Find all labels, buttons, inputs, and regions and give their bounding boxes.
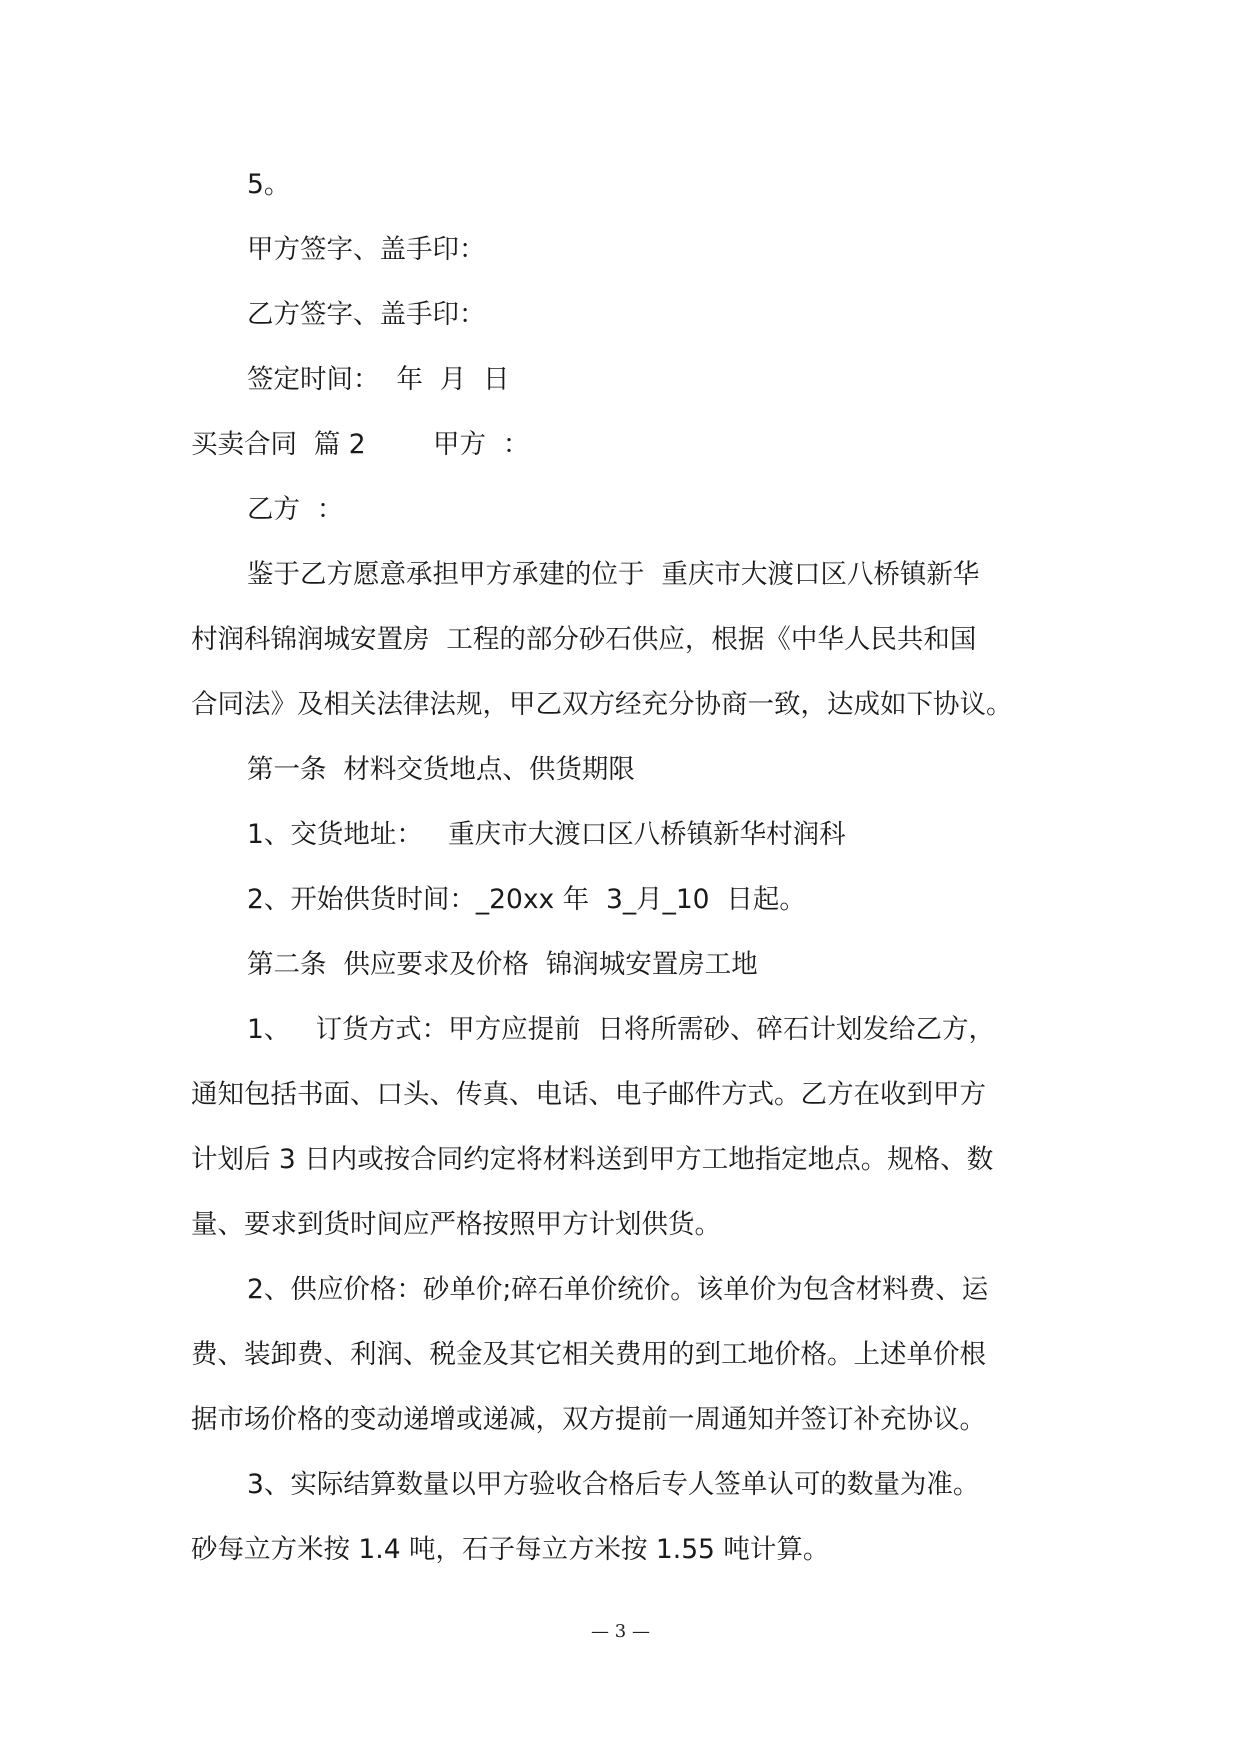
text-line: 通知包括书面、口头、传真、电话、电子邮件方式。乙方在收到甲方 xyxy=(191,1079,986,1110)
text-line: 量、要求到货时间应严格按照甲方计划供货。 xyxy=(191,1209,721,1240)
clause-heading: 第一条 材料交货地点、供货期限 xyxy=(247,754,635,785)
text-line: 1、交货地址： 重庆市大渡口区八桥镇新华村润科 xyxy=(247,819,846,850)
text-line: 据市场价格的变动递增或递减，双方提前一周通知并签订补充协议。 xyxy=(191,1404,986,1435)
text-line: 1、 订货方式：甲方应提前 日将所需砂、碎石计划发给乙方， xyxy=(247,1014,995,1045)
text-line: 计划后 3 日内或按合同约定将材料送到甲方工地指定地点。规格、数 xyxy=(191,1144,994,1175)
page-number: — 3 — xyxy=(591,1621,650,1642)
text-line: 5。 xyxy=(247,169,291,200)
text-line: 2、开始供货时间：_20xx 年 3_月_10 日起。 xyxy=(247,884,806,915)
text-line: 2、供应价格：砂单价;碎石单价统价。该单价为包含材料费、运 xyxy=(247,1274,989,1305)
text-line: 鉴于乙方愿意承担甲方承建的位于 重庆市大渡口区八桥镇新华 xyxy=(247,559,980,590)
text-line: 3、实际结算数量以甲方验收合格后专人签单认可的数量为准。 xyxy=(247,1469,980,1500)
text-line: 砂每立方米按 1.4 吨，石子每立方米按 1.55 吨计算。 xyxy=(191,1534,830,1565)
text-line: 签定时间： 年 月 日 xyxy=(247,364,510,395)
clause-heading: 第二条 供应要求及价格 锦润城安置房工地 xyxy=(247,949,758,980)
text-line: 村润科锦润城安置房 工程的部分砂石供应，根据《中华人民共和国 xyxy=(191,624,977,655)
text-line: 乙方 ： xyxy=(247,494,344,525)
text-line: 合同法》及相关法律法规，甲乙双方经充分协商一致，达成如下协议。 xyxy=(191,689,1013,720)
text-line: 乙方签字、盖手印： xyxy=(247,299,486,330)
section-heading: 买卖合同 篇 2 甲方 ： xyxy=(191,429,530,460)
text-line: 费、装卸费、利润、税金及其它相关费用的到工地价格。上述单价根 xyxy=(191,1339,986,1370)
text-line: 甲方签字、盖手印： xyxy=(247,234,486,265)
